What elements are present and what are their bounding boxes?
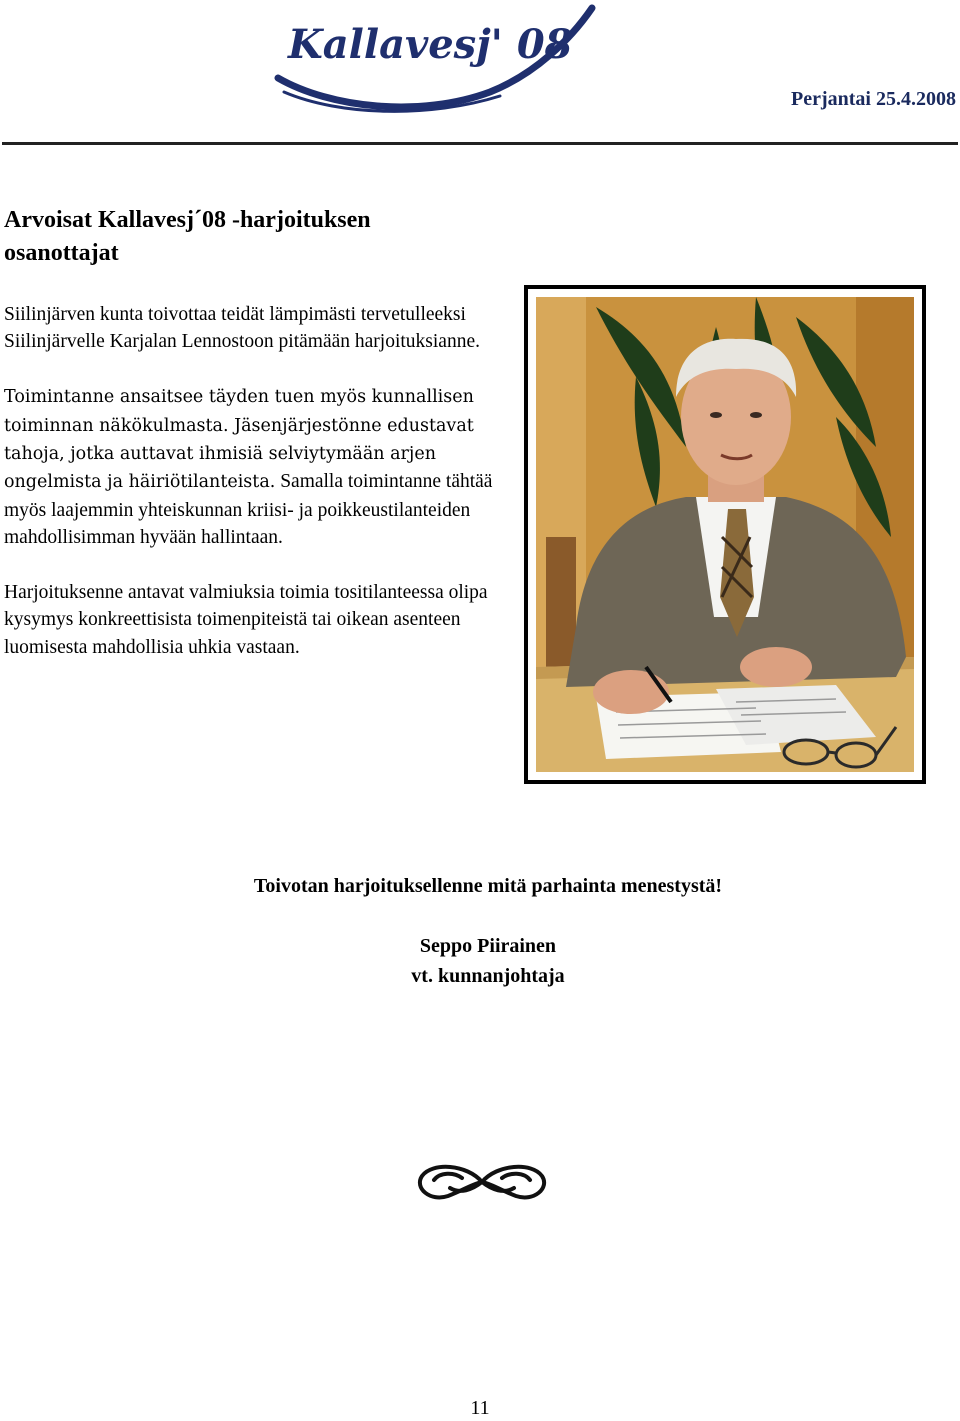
header-divider [2,142,958,145]
paragraph-exercises: Harjoituksenne antavat valmiuksia toimia tositilanteessa olipa kysymys konkreettisista toimenpiteistä tai oikean asenteen luomisesta mahdollisia uhkia vastaan. [4,582,488,658]
signatory-title: vt. kunnanjohtaja [411,965,565,987]
kallavesj-logo [270,0,600,120]
paragraph-welcome: Siilinjärven kunta toivottaa teidät lämpimästi tervetulleeksi Siilinjärvelle Karjalan Lennostoon pitämään harjoituksianne. [4,304,480,353]
paragraph-support [4,383,514,551]
article-body [4,301,514,689]
decorative-ornament [412,1158,552,1206]
article-title: Arvoisat Kallavesj´08 -harjoituksen osanottajat [4,207,371,266]
logo-text: Kallavesj' 08 [288,21,573,68]
page-number: 11 [470,1397,490,1419]
closing-wish: Toivotan harjoituksellenne mitä parhainta menestystä! [253,875,723,897]
issue-date: Perjantai 25.4.2008 [791,88,956,110]
paragraph-support-part-2: Samalla toimintanne tähtää myös laajemmin yhteiskunnan kriisi- ja poikkeustilanteiden mahdollisimman hyvään hallintaan. [4,471,493,549]
paragraph-support-part-1: Toimintanne ansaitsee täyden tuen myös kunnallisen toiminnan näkökulmasta. Jäsenjärjestönne edustavat tahoja, jotka auttavat ihmisiä selviytymään arjen ongelmista ja häiriötilanteista. [4,387,474,493]
portrait-photo-frame [524,285,926,784]
signatory-name: Seppo Piirainen [419,935,557,957]
portrait-photo [536,297,914,772]
